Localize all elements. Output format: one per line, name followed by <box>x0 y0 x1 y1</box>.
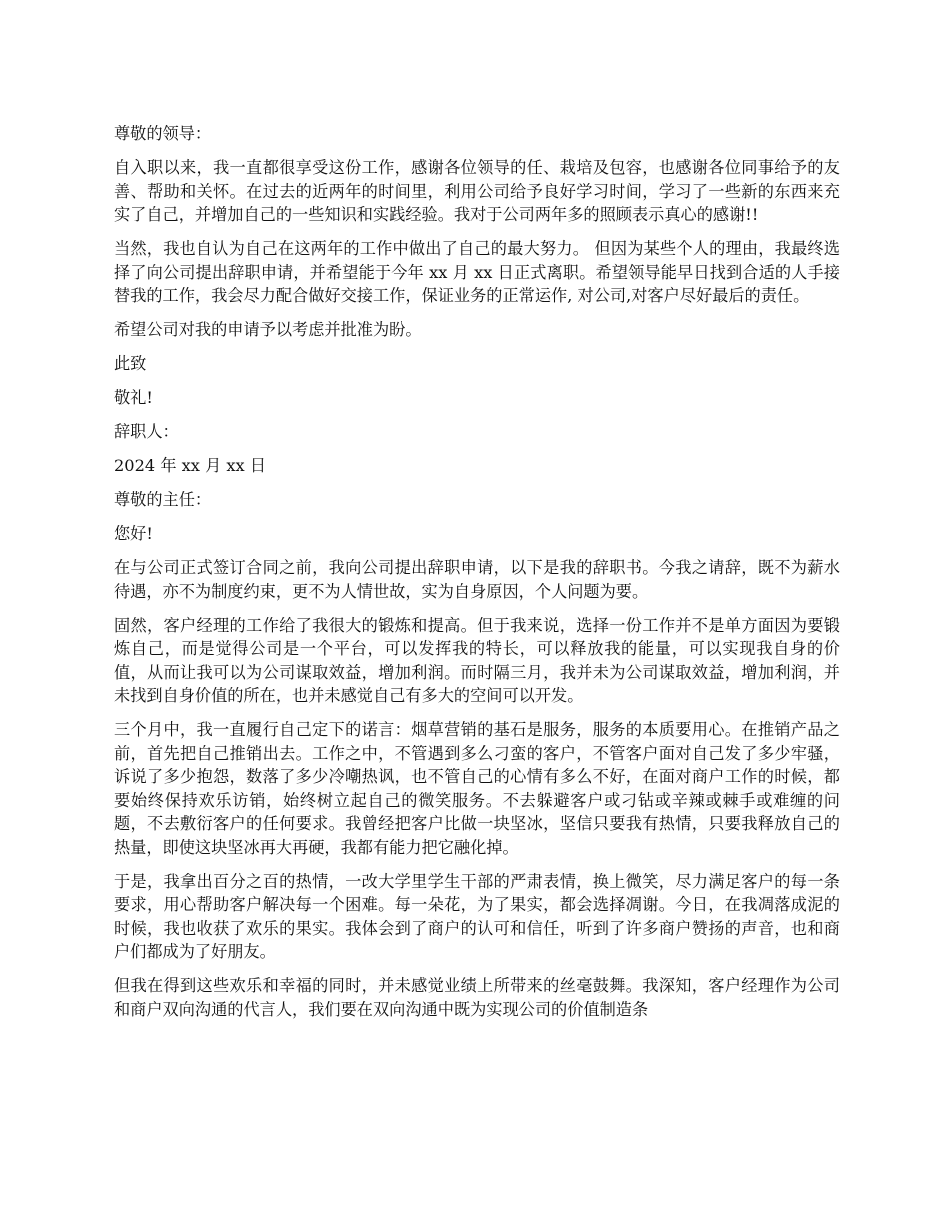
letter-date: 2024 年 xx 月 xx 日 <box>114 456 267 475</box>
letter1-paragraph-3: 希望公司对我的申请予以考虑并批准为盼。 <box>114 320 422 339</box>
closing-regards: 此致 <box>114 354 147 373</box>
document-body <box>114 122 840 1032</box>
letter2-paragraph-4: 于是，我拿出百分之百的热情，一改大学里学生干部的严肃表情，换上微笑，尽力满足客户的每一条要求，用心帮助客户解决每一个困难。每一朵花，为了果实，都会选择凋谢。今日，在我凋落成泥的时候，我也收获了欢乐的果实。我体会到了商户的认可和信任，听到了许多商户赞扬的声音，也和商户们都成为了好朋友。 <box>114 871 840 961</box>
salutation-leader: 尊敬的领导： <box>114 124 212 143</box>
letter2-paragraph-2: 固然，客户经理的工作给了我很大的锻炼和提高。但于我来说，选择一份工作并不是单方面因为要锻炼自己，而是觉得公司是一个平台，可以发挥我的特长，可以释放我的能量，可以实现我自身的价值，从而让我可以为公司谋取效益，增加利润。而时隔三月，我并未为公司谋取效益，增加利润，并未找到自身价值的所在，也并未感觉自己有多大的空间可以开发。 <box>114 615 840 705</box>
greeting: 您好! <box>114 524 153 543</box>
letter1-paragraph-2: 当然，我也自认为自己在这两年的工作中做出了自己的最大努力。 但因为某些个人的理由，我最终选择了向公司提出辞职申请，并希望能于今年 xx 月 xx 日正式离职。希望领导能早日找到合适的人手接替我的工作，我会尽力配合做好交接工作，保证业务的正常运作, 对公司,对客户尽好最后的责任。 <box>114 239 840 305</box>
letter1-paragraph-1: 自入职以来，我一直都很享受这份工作，感谢各位领导的任、栽培及包容，也感谢各位同事给予的友善、帮助和关怀。在过去的近两年的时间里，利用公司给予良好学习时间，学习了一些新的东西来充实了自己，并增加自己的一些知识和实践经验。我对于公司两年多的照顾表示真心的感谢!! <box>114 158 840 224</box>
salutation-director: 尊敬的主任： <box>114 490 212 509</box>
letter2-paragraph-1: 在与公司正式签订合同之前，我向公司提出辞职申请，以下是我的辞职书。今我之请辞，既不为薪水待遇，亦不为制度约束，更不为人情世故，实为自身原因，个人问题为要。 <box>114 558 840 601</box>
signature-label: 辞职人： <box>114 422 179 441</box>
closing-salute: 敬礼! <box>114 388 153 407</box>
letter2-paragraph-3: 三个月中，我一直履行自己定下的诺言：烟草营销的基石是服务，服务的本质要用心。在推销产品之前，首先把自己推销出去。工作之中，不管遇到多么刁蛮的客户，不管客户面对自己发了多少牢骚，诉说了多少抱怨，数落了多少冷嘲热讽，也不管自己的心情有多么不好，在面对商户工作的时候，都要始终保持欢乐访销，始终树立起自己的微笑服务。不去躲避客户或刁钻或辛辣或棘手或难缠的问题，不去敷衍客户的任何要求。我曾经把客户比做一块坚冰，坚信只要我有热情，只要我释放自己的热量，即使这块坚冰再大再硬，我都有能力把它融化掉。 <box>114 720 840 857</box>
letter2-paragraph-5: 但我在得到这些欢乐和幸福的同时，并未感觉业绩上所带来的丝毫鼓舞。我深知，客户经理作为公司和商户双向沟通的代言人，我们要在双向沟通中既为实现公司的价值制造条 <box>114 976 840 1019</box>
